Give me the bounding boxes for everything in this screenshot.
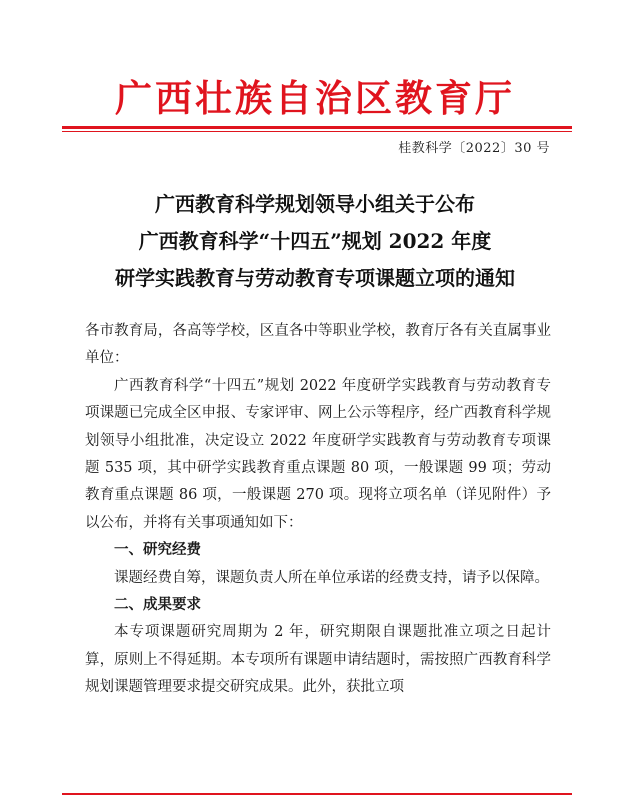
section-heading-outcomes: 二、成果要求 — [114, 597, 201, 614]
section-text-funding: 课题经费自筹，课题负责人所在单位承诺的经费支持，请予以保障。 — [114, 569, 549, 586]
addressee: 各市教育局，各高等学校，区直各中等职业学校，教育厅各有关直属事业单位： — [85, 323, 551, 367]
title-line-3: 研学实践教育与劳动教育专项课题立项的通知 — [115, 266, 515, 290]
section-text-outcomes: 本专项课题研究周期为 2 年，研究期限自课题批准立项之日起计算，原则上不得延期。本专项所有课题申请结题时，需按照广西教育科学规划课题管理要求提交研究成果。此外，获批立项 — [85, 624, 551, 696]
header-red-rule-thin — [62, 131, 572, 132]
title-line-2: 广西教育科学“十四五”规划 2022 年度 — [138, 229, 492, 253]
section-heading-funding: 一、研究经费 — [114, 542, 201, 559]
header-red-rule — [62, 126, 572, 129]
document-title — [0, 186, 630, 297]
title-line-1: 广西教育科学规划领导小组关于公布 — [155, 192, 475, 216]
footer-red-rule — [62, 793, 572, 795]
intro-paragraph: 广西教育科学“十四五”规划 2022 年度研学实践教育与劳动教育专项课题已完成全区申报、专家评审、网上公示等程序，经广西教育科学规划领导小组批准，决定设立 2022 年度研学实践教育与劳动教育专项课题 535 项，其中研学实践教育重点课题 80 项，一般课题 99 项；劳动教育重点课题 86 项，一般课题 270 项。现将立项名单（详见附件）予以公布，并将有关事项通知如下： — [85, 377, 551, 531]
document-body — [85, 318, 551, 702]
document-number: 桂教科学〔2022〕30 号 — [398, 141, 550, 156]
issuing-authority-header: 广西壮族自治区教育厅 — [115, 76, 515, 120]
